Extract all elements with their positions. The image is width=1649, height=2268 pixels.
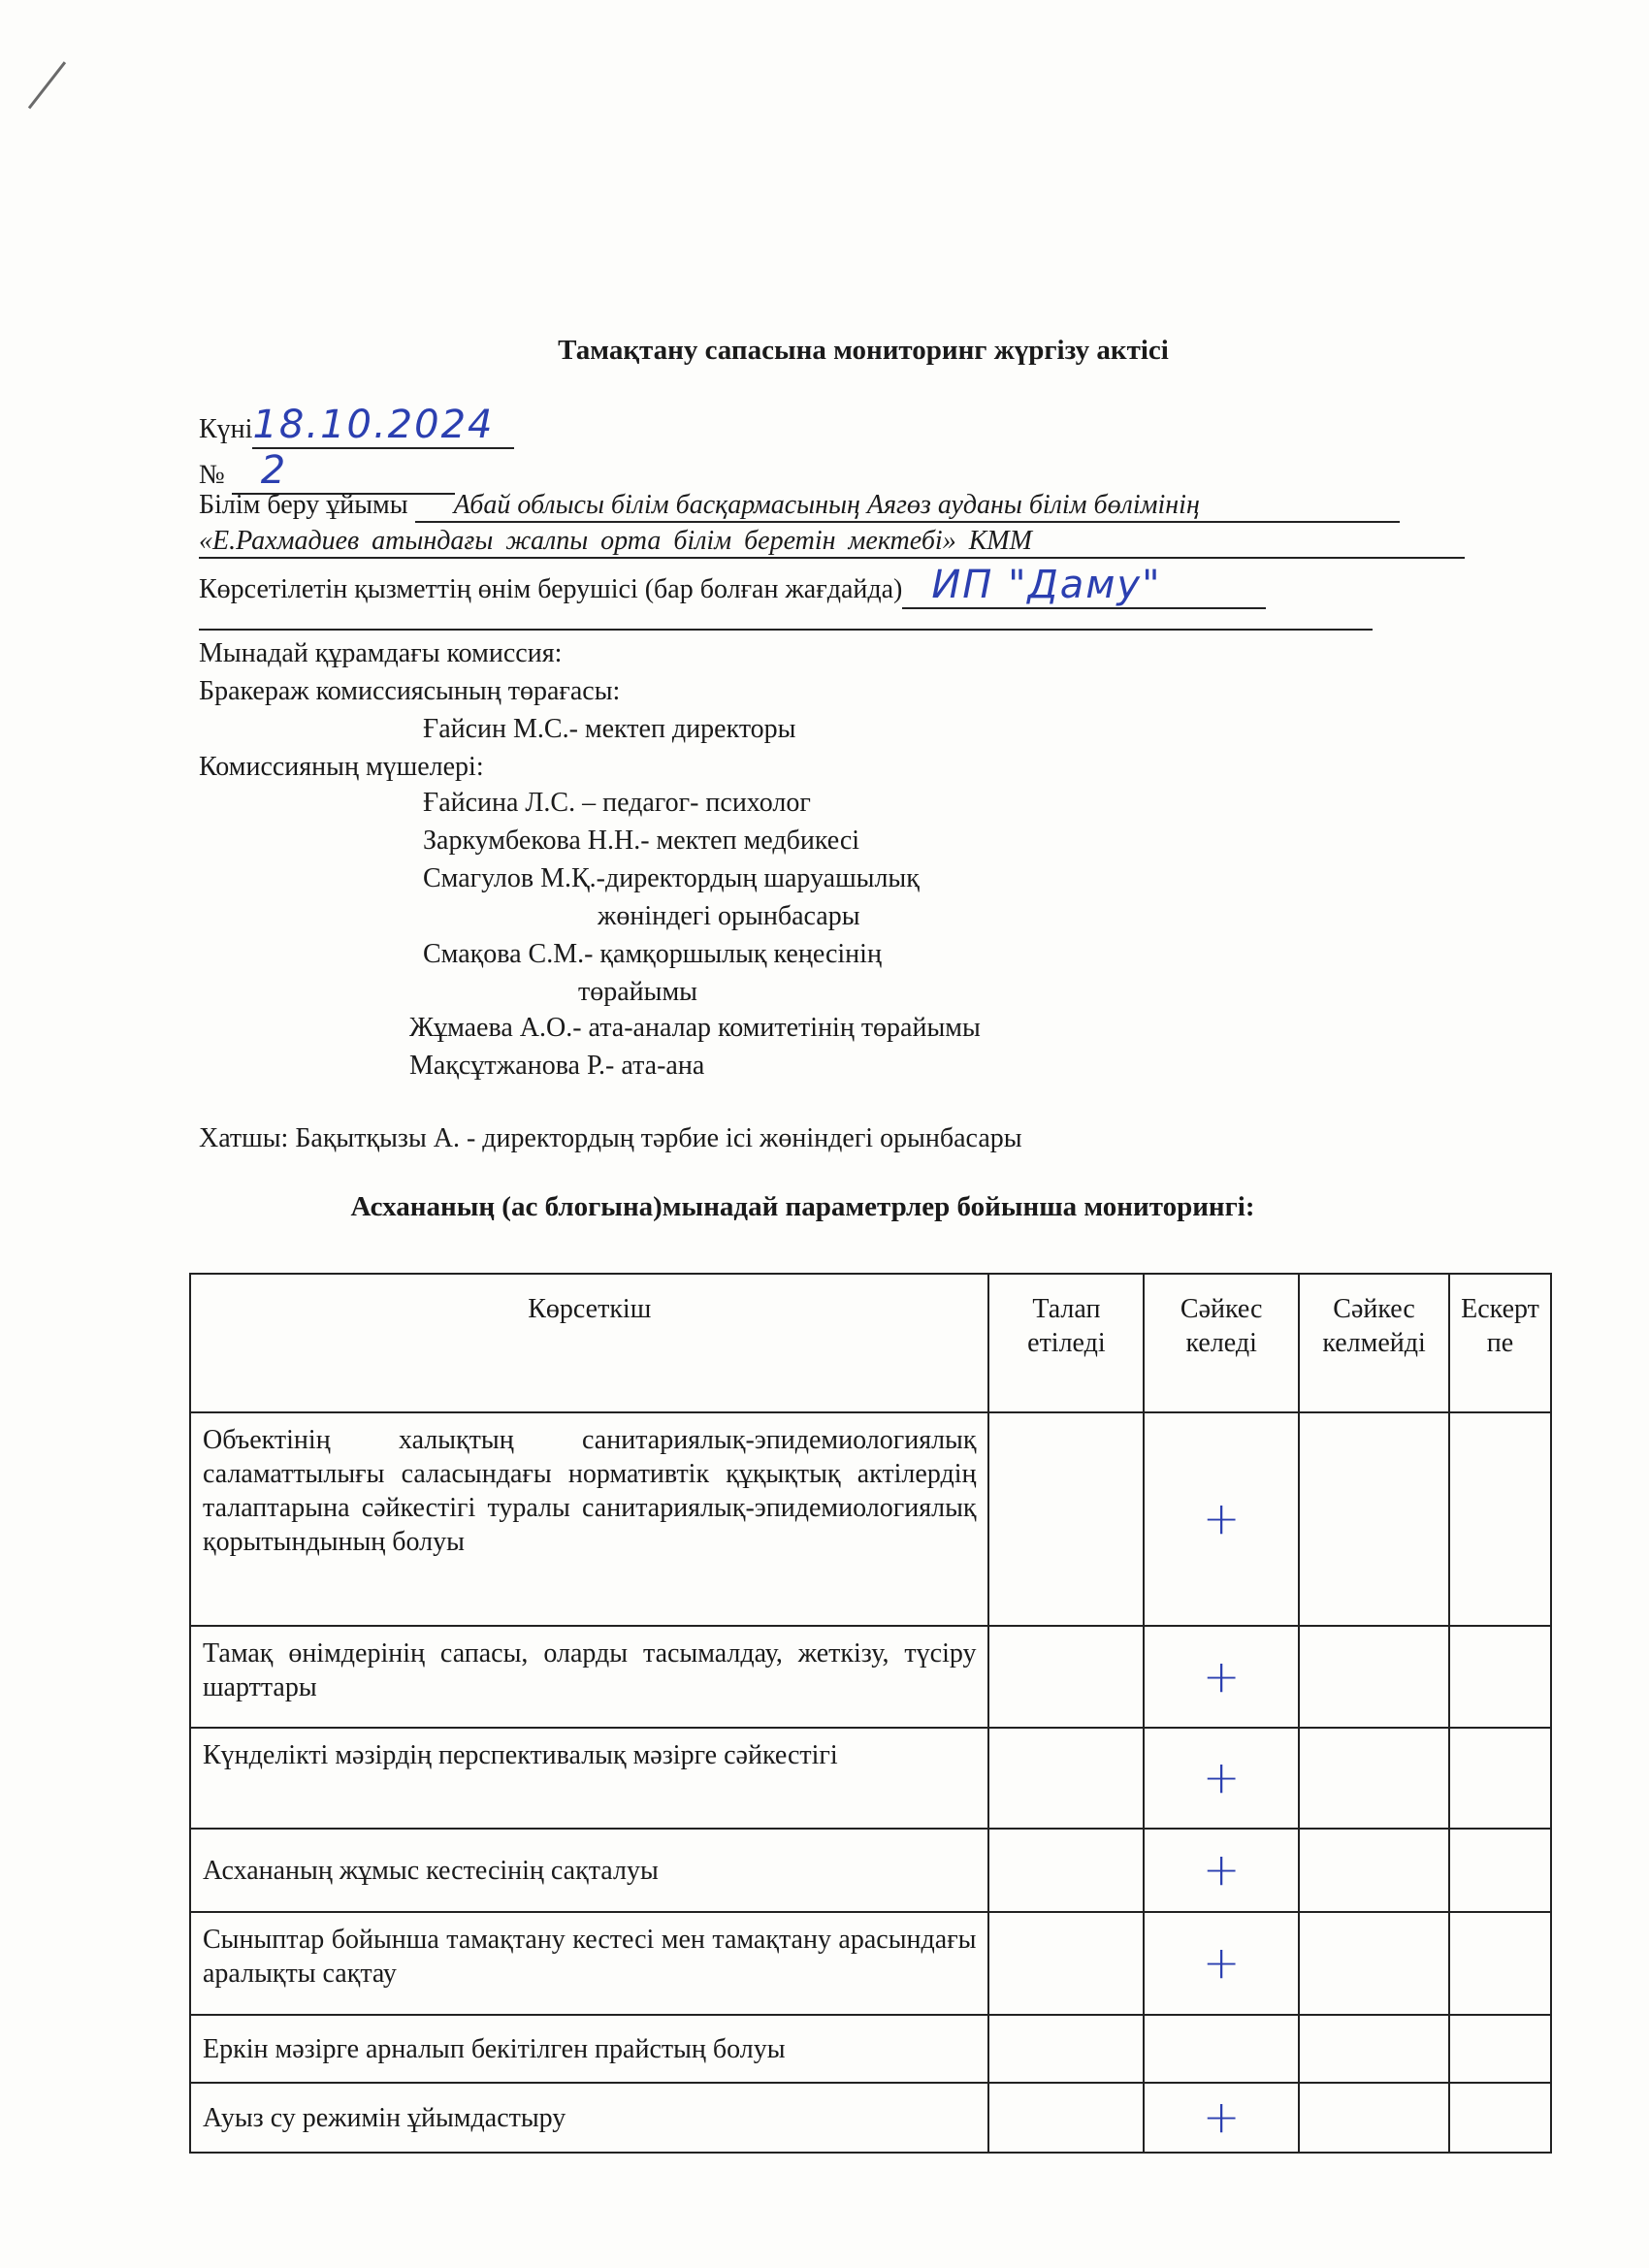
table-row: [190, 2083, 1551, 2153]
table-row: [190, 1912, 1551, 2015]
required-cell: [988, 1626, 1144, 1728]
table-row: [190, 1626, 1551, 1728]
required-cell: [988, 1412, 1144, 1626]
indicator-cell: Еркін мәзірге арналып бекітілген прайстың болуы: [190, 2015, 988, 2083]
note-cell: [1449, 1912, 1551, 2015]
members-label: Комиссияның мүшелері:: [199, 752, 484, 782]
organization-name-2: «Е.Рахмадиев атындағы жалпы орта білім беретін мектебі» КММ: [199, 526, 1465, 559]
chair-name: Ғайсин М.С.- мектеп директоры: [423, 714, 796, 744]
table-row: [190, 1412, 1551, 1626]
provider-underline: [199, 629, 1373, 631]
organization-line-2: [199, 526, 1465, 559]
required-cell: [988, 1829, 1144, 1912]
table-row: [190, 1829, 1551, 1912]
matches-mark: +: [1144, 1626, 1299, 1728]
provider-label: Көрсетілетін қызметтің өнім берушісі (бар болған жағдайда): [199, 574, 903, 604]
not-matches-cell: [1299, 2015, 1449, 2083]
monitoring-table: [189, 1273, 1552, 2154]
indicator-cell: Сыныптар бойынша тамақтану кестесі мен тамақтану арасындағы аралықты сақтау: [190, 1912, 988, 2015]
table-row: [190, 1728, 1551, 1829]
note-cell: [1449, 1829, 1551, 1912]
note-cell: [1449, 1626, 1551, 1728]
not-matches-cell: [1299, 1626, 1449, 1728]
header-note: Ескерт пе: [1449, 1274, 1551, 1412]
note-cell: [1449, 1728, 1551, 1829]
note-cell: [1449, 1412, 1551, 1626]
number-value: 2: [260, 448, 288, 493]
note-cell: [1449, 2015, 1551, 2083]
commission-intro: Мынадай құрамдағы комиссия:: [199, 638, 563, 668]
table-header-row: [190, 1274, 1551, 1412]
note-cell: [1449, 2083, 1551, 2153]
indicator-cell: Күнделікті мәзірдің перспективалық мәзірге сәйкестігі: [190, 1728, 988, 1829]
member-item: Смагулов М.Қ.-директордың шаруашылық: [423, 863, 920, 893]
header-not-matches: Сәйкес келмейді: [1299, 1274, 1449, 1412]
header-matches: Сәйкес келеді: [1144, 1274, 1299, 1412]
member-item: Смақова С.М.- қамқоршылық кеңесінің: [423, 939, 882, 969]
date-label: Күні: [199, 414, 253, 444]
section-title: Асхананың (ас блогына)мынадай параметрлер бойынша мониторингі:: [350, 1191, 1255, 1222]
indicator-cell: Объектінің халықтың санитариялық-эпидемиологиялық саламаттылығы саласындағы нормативтік құқықтық актілердің талаптарына сәйкестігі туралы санитариялық-эпидемиологиялық қорытындының болуы: [190, 1412, 988, 1626]
matches-mark: +: [1144, 2083, 1299, 2153]
required-cell: [988, 1728, 1144, 1829]
indicator-cell: Тамақ өнімдерінің сапасы, оларды тасымалдау, жеткізу, түсіру шарттары: [190, 1626, 988, 1728]
chair-label: Бракераж комиссиясының төрағасы:: [199, 676, 621, 706]
matches-mark: +: [1144, 1728, 1299, 1829]
member-item: Ғайсина Л.С. – педагог- психолог: [423, 788, 811, 818]
header-required: Талап етіледі: [988, 1274, 1144, 1412]
required-cell: [988, 2083, 1144, 2153]
member-item: төрайымы: [578, 977, 697, 1007]
matches-mark: +: [1144, 1412, 1299, 1626]
organization-name-1: Абай облысы білім басқармасының Аягөз ауданы білім бөлімінің: [415, 490, 1400, 523]
secretary-line: Хатшы: Бақытқызы А. - директордың тәрбие ісі жөніндегі орынбасары: [199, 1123, 1022, 1153]
required-cell: [988, 1912, 1144, 2015]
document-title: Тамақтану сапасына мониторинг жүргізу актісі: [558, 335, 1169, 366]
date-line: [199, 403, 514, 449]
member-item: жөніндегі орынбасары: [598, 901, 860, 931]
date-value: 18.10.2024: [252, 403, 495, 447]
matches-mark: [1144, 2015, 1299, 2083]
not-matches-cell: [1299, 2083, 1449, 2153]
member-item: Заркумбекова Н.Н.- мектеп медбикесі: [423, 826, 860, 856]
not-matches-cell: [1299, 1829, 1449, 1912]
header-indicator: Көрсеткіш: [190, 1274, 988, 1412]
member-item: Жұмаева А.О.- ата-аналар комитетінің төрайымы: [409, 1013, 981, 1043]
provider-line: [199, 563, 1266, 609]
indicator-cell: Асхананың жұмыс кестесінің сақталуы: [190, 1829, 988, 1912]
matches-mark: +: [1144, 1912, 1299, 2015]
matches-mark: +: [1144, 1829, 1299, 1912]
organization-label: Білім беру ұйымы: [199, 490, 408, 520]
number-line: [199, 448, 455, 495]
not-matches-cell: [1299, 1912, 1449, 2015]
required-cell: [988, 2015, 1144, 2083]
provider-value: ИП "Даму": [931, 563, 1162, 607]
number-label: №: [199, 460, 225, 490]
indicator-cell: Ауыз су режимін ұйымдастыру: [190, 2083, 988, 2153]
pen-mark: [28, 61, 66, 109]
organization-line-1: [199, 490, 1400, 523]
member-item: Мақсұтжанова Р.- ата-ана: [409, 1051, 705, 1081]
table-row: [190, 2015, 1551, 2083]
not-matches-cell: [1299, 1412, 1449, 1626]
not-matches-cell: [1299, 1728, 1449, 1829]
